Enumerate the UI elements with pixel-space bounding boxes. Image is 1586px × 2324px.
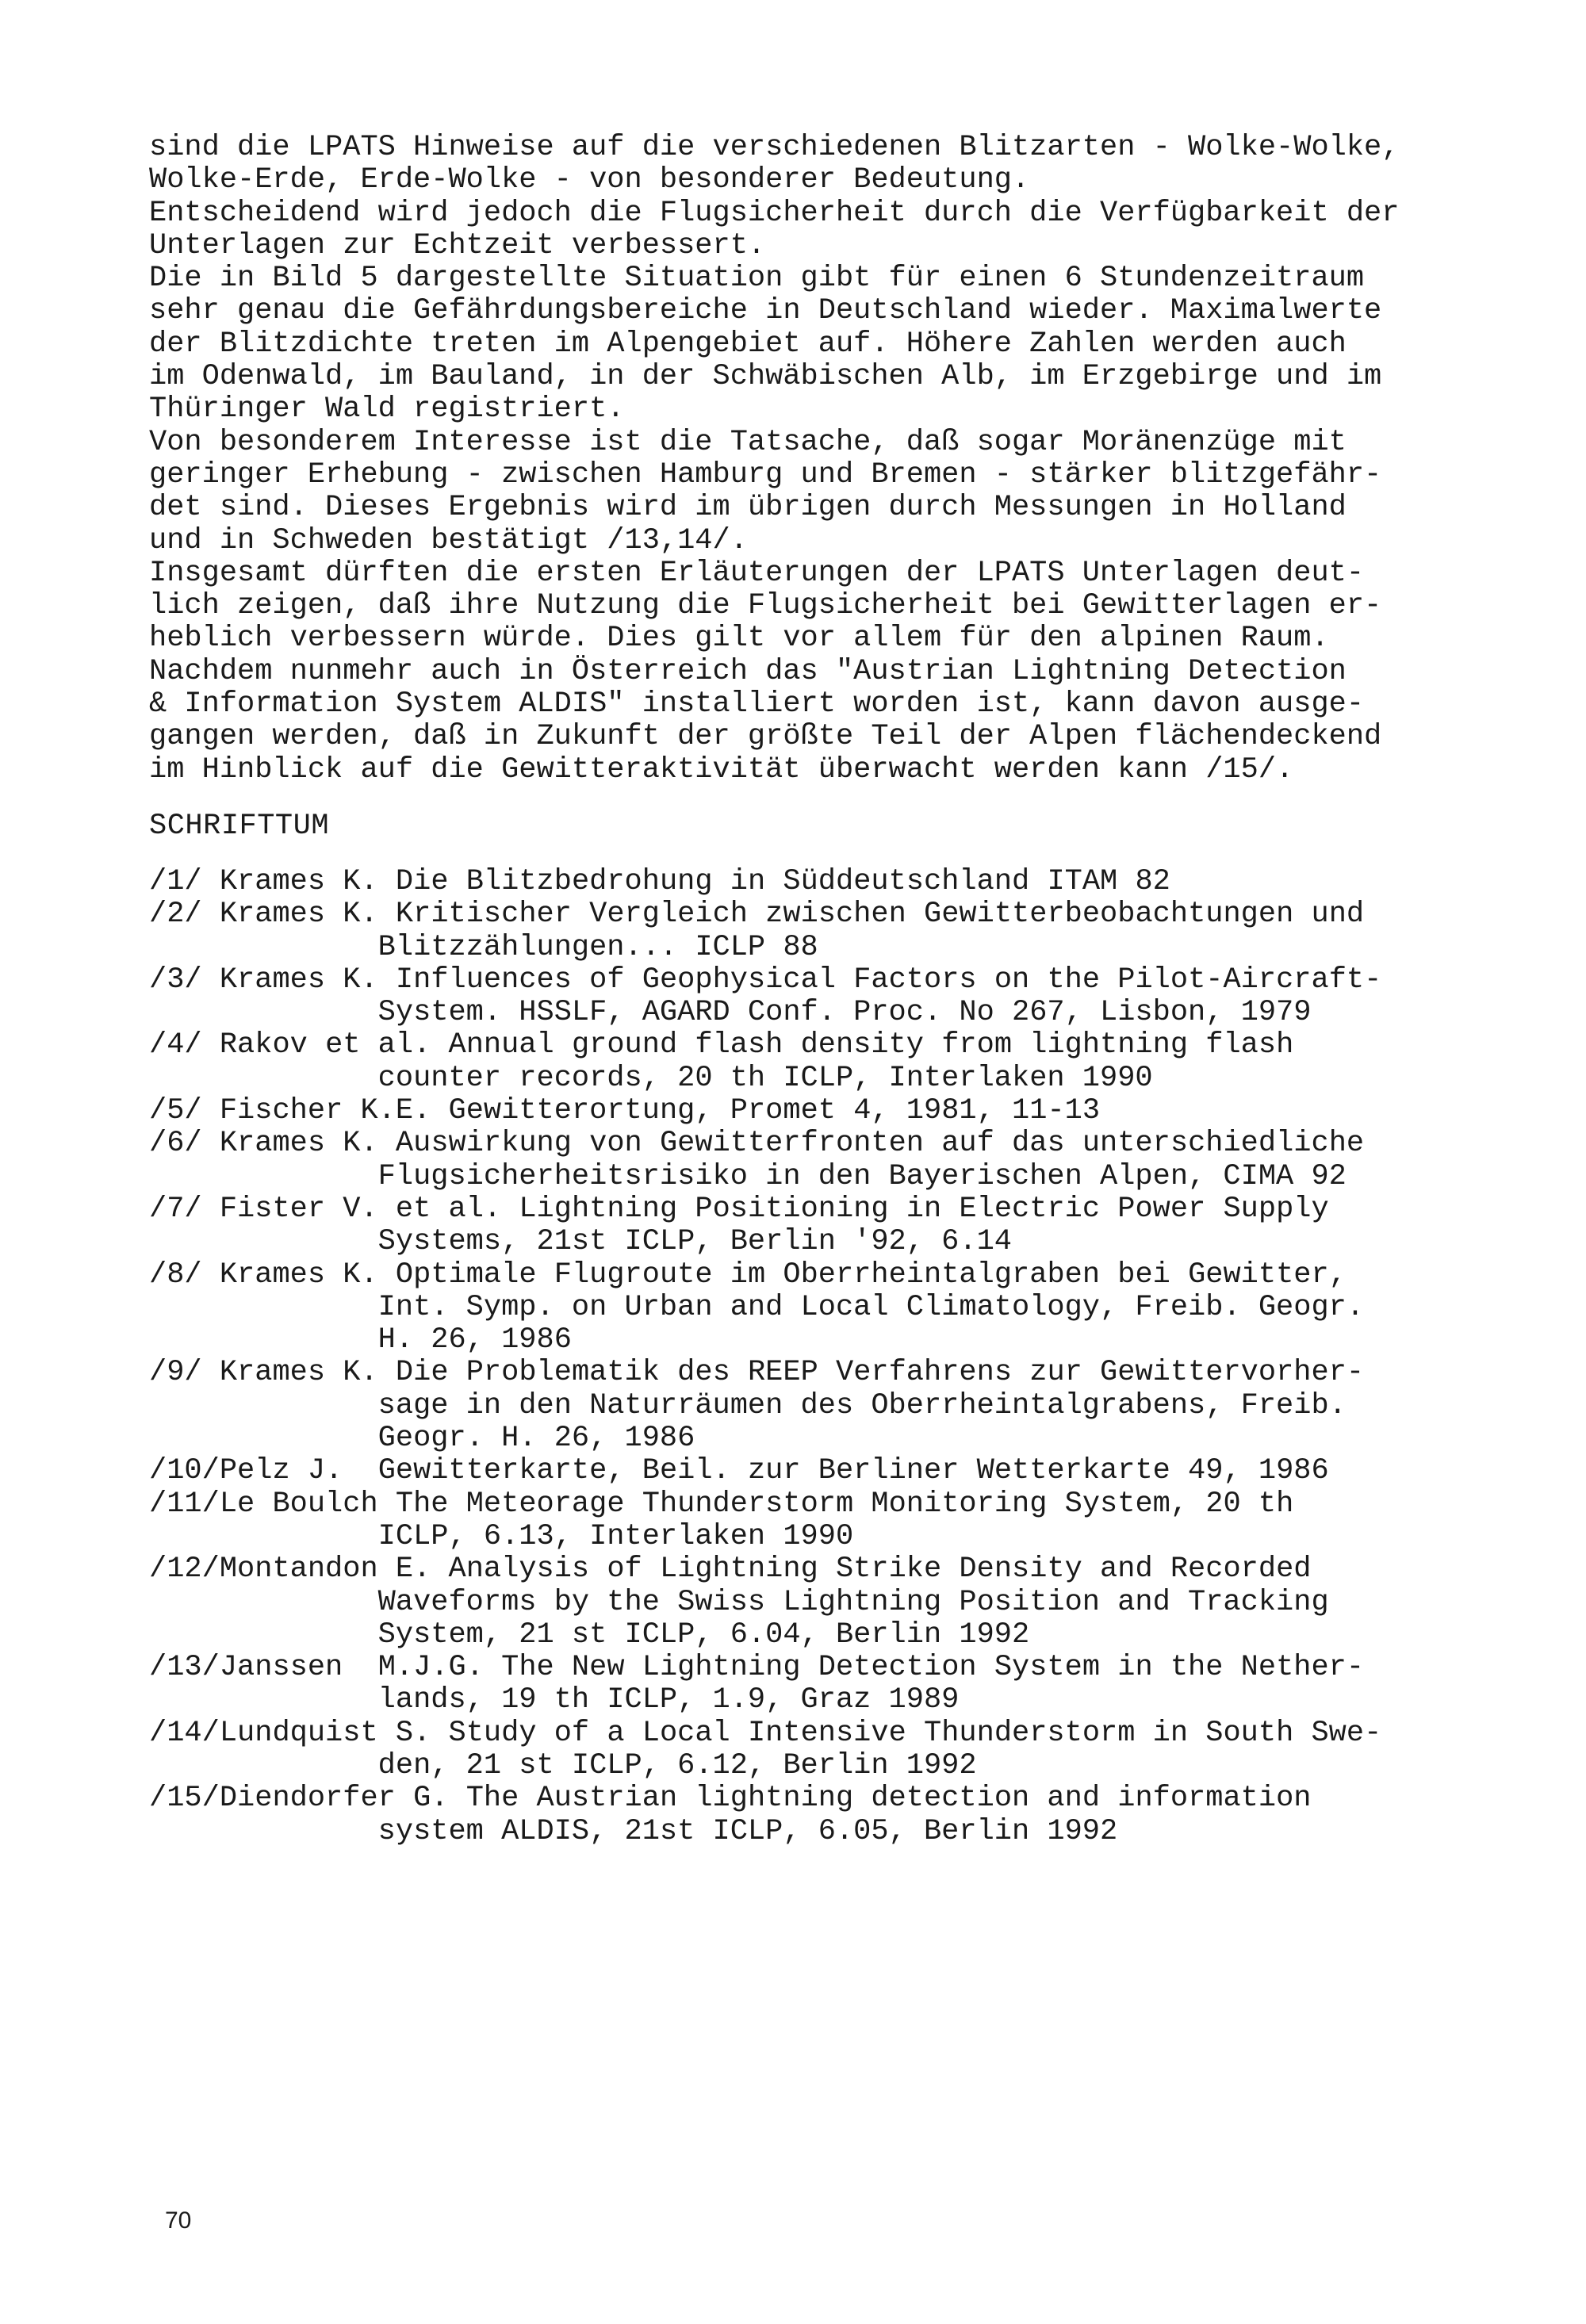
body-line: geringer Erhebung - zwischen Hamburg und Bremen - stärker blitzgefähr- bbox=[149, 458, 1382, 492]
reference-continuation-line bbox=[149, 1422, 1576, 1455]
reference-text: Annual ground flash density from lightning flash bbox=[448, 1028, 1294, 1062]
reference-author: Janssen bbox=[219, 1651, 343, 1685]
reference-author: Rakov et al. bbox=[219, 1028, 431, 1062]
reference-author: Diendorfer bbox=[219, 1782, 396, 1816]
body-line: der Blitzdichte treten im Alpengebiet auf. Höhere Zahlen werden auch bbox=[149, 327, 1347, 361]
reference-text: Die Problematik des REEP Verfahrens zur Gewittervorher- bbox=[395, 1356, 1365, 1390]
reference-text: sage in den Naturräumen des Oberrheintalgrabens, Freib. bbox=[377, 1388, 1347, 1422]
reference-continuation-line bbox=[149, 1161, 1576, 1193]
reference-item bbox=[149, 1029, 1576, 1095]
page-number: 70 bbox=[165, 2207, 192, 2234]
reference-text: counter records, 20 th ICLP, Interlaken 1990 bbox=[377, 1061, 1153, 1095]
reference-author: Lundquist bbox=[219, 1716, 378, 1750]
body-line: sind die LPATS Hinweise auf die verschiedenen Blitzarten - Wolke-Wolke, bbox=[149, 131, 1400, 164]
reference-number: /15/ bbox=[149, 1782, 220, 1816]
reference-text: Auswirkung von Gewitterfronten auf das unterschiedliche bbox=[395, 1127, 1365, 1161]
body-line: im Hinblick auf die Gewitteraktivität überwacht werden kann /15/. bbox=[149, 752, 1294, 787]
reference-item bbox=[149, 898, 1576, 964]
reference-text: System. HSSLF, AGARD Conf. Proc. No 267, Lisbon, 1979 bbox=[377, 996, 1312, 1030]
reference-continuation-line bbox=[149, 1684, 1576, 1717]
reference-author: Fischer K.E. bbox=[219, 1094, 431, 1128]
reference-number: /7/ bbox=[149, 1192, 202, 1226]
body-line: Von besonderem Interesse ist die Tatsache, daß sogar Moränenzüge mit bbox=[149, 425, 1347, 459]
reference-first-line bbox=[149, 1782, 1576, 1815]
reference-number: /5/ bbox=[149, 1094, 202, 1128]
reference-item bbox=[149, 1128, 1576, 1193]
reference-number: /9/ bbox=[149, 1356, 202, 1390]
reference-text: lands, 19 th ICLP, 1.9, Graz 1989 bbox=[377, 1683, 960, 1717]
reference-first-line bbox=[149, 1488, 1576, 1521]
reference-text: Die Blitzbedrohung in Süddeutschland ITAM 82 bbox=[395, 865, 1170, 898]
reference-first-line bbox=[149, 1128, 1576, 1160]
references-list bbox=[149, 866, 1576, 1848]
reference-continuation-line bbox=[149, 1619, 1576, 1652]
reference-text: Blitzzählungen... ICLP 88 bbox=[377, 930, 818, 964]
reference-continuation-line bbox=[149, 1324, 1576, 1357]
reference-text: E. Analysis of Lightning Strike Density and Recorded bbox=[395, 1553, 1312, 1587]
reference-first-line bbox=[149, 1259, 1576, 1292]
body-line: Entscheidend wird jedoch die Flugsicherheit durch die Verfügbarkeit der bbox=[149, 196, 1400, 230]
reference-first-line bbox=[149, 1652, 1576, 1684]
body-line: gangen werden, daß in Zukunft der größte Teil der Alpen flächendeckend bbox=[149, 720, 1382, 754]
reference-continuation-line bbox=[149, 1816, 1576, 1848]
reference-text: S. Study of a Local Intensive Thunderstorm in South Swe- bbox=[395, 1716, 1382, 1750]
body-line: im Odenwald, im Bauland, in der Schwäbischen Alb, im Erzgebirge und im bbox=[149, 360, 1382, 394]
reference-text: The Meteorage Thunderstorm Monitoring System, 20 th bbox=[395, 1487, 1294, 1521]
reference-number: /8/ bbox=[149, 1258, 202, 1292]
reference-item bbox=[149, 1455, 1576, 1487]
body-line: det sind. Dieses Ergebnis wird im übrigen durch Messungen in Holland bbox=[149, 491, 1347, 525]
reference-item bbox=[149, 1193, 1576, 1259]
reference-number: /4/ bbox=[149, 1028, 202, 1062]
reference-continuation-line bbox=[149, 1750, 1576, 1782]
reference-continuation-line bbox=[149, 1521, 1576, 1553]
reference-text: Optimale Flugroute im Oberrheintalgraben bei Gewitter, bbox=[395, 1258, 1347, 1292]
reference-number: /13/ bbox=[149, 1651, 220, 1685]
reference-first-line bbox=[149, 1029, 1576, 1062]
reference-number: /2/ bbox=[149, 898, 202, 932]
references-heading: SCHRIFTTUM bbox=[149, 810, 330, 843]
body-line: lich zeigen, daß ihre Nutzung die Flugsicherheit bei Gewitterlagen er- bbox=[149, 589, 1382, 623]
reference-author: Krames K. bbox=[219, 898, 378, 932]
reference-first-line bbox=[149, 866, 1576, 898]
reference-item bbox=[149, 1553, 1576, 1652]
reference-first-line bbox=[149, 1193, 1576, 1226]
reference-text: H. 26, 1986 bbox=[377, 1323, 572, 1357]
reference-first-line bbox=[149, 964, 1576, 997]
reference-continuation-line bbox=[149, 1390, 1576, 1422]
reference-continuation-line bbox=[149, 1226, 1576, 1258]
reference-text: Gewitterortung, Promet 4, 1981, 11-13 bbox=[448, 1094, 1101, 1128]
body-line: sehr genau die Gefährdungsbereiche in Deutschland wieder. Maximalwerte bbox=[149, 294, 1382, 328]
reference-author: Fister V. bbox=[219, 1192, 378, 1226]
reference-continuation-line bbox=[149, 997, 1576, 1029]
reference-first-line bbox=[149, 1455, 1576, 1487]
reference-text: et al. Lightning Positioning in Electric Power Supply bbox=[395, 1192, 1329, 1226]
body-line: und in Schweden bestätigt /13,14/. bbox=[149, 523, 748, 557]
reference-author: Krames K. bbox=[219, 963, 378, 997]
reference-first-line bbox=[149, 1717, 1576, 1750]
reference-text: system ALDIS, 21st ICLP, 6.05, Berlin 1992 bbox=[377, 1814, 1118, 1848]
reference-text: Flugsicherheitsrisiko in den Bayerischen Alpen, CIMA 92 bbox=[377, 1159, 1347, 1193]
body-line: Unterlagen zur Echtzeit verbessert. bbox=[149, 228, 766, 262]
reference-author: Krames K. bbox=[219, 1127, 378, 1161]
reference-number: /10/ bbox=[149, 1454, 220, 1488]
reference-continuation-line bbox=[149, 1292, 1576, 1324]
reference-continuation-line bbox=[149, 932, 1576, 964]
reference-text: Influences of Geophysical Factors on the Pilot-Aircraft- bbox=[395, 963, 1382, 997]
reference-number: /14/ bbox=[149, 1716, 220, 1750]
body-line: heblich verbessern würde. Dies gilt vor allem für den alpinen Raum. bbox=[149, 622, 1329, 656]
reference-text: G. The Austrian lightning detection and information bbox=[413, 1782, 1312, 1816]
reference-text: Gewitterkarte, Beil. zur Berliner Wetterkarte 49, 1986 bbox=[377, 1454, 1329, 1488]
reference-item bbox=[149, 964, 1576, 1030]
reference-item bbox=[149, 1652, 1576, 1717]
reference-text: Int. Symp. on Urban and Local Climatology, Freib. Geogr. bbox=[377, 1290, 1365, 1324]
reference-number: /11/ bbox=[149, 1487, 220, 1521]
reference-item bbox=[149, 1095, 1576, 1128]
reference-continuation-line bbox=[149, 1587, 1576, 1619]
body-line: Insgesamt dürften die ersten Erläuterungen der LPATS Unterlagen deut- bbox=[149, 556, 1365, 590]
reference-number: /3/ bbox=[149, 963, 202, 997]
reference-first-line bbox=[149, 1095, 1576, 1128]
reference-item bbox=[149, 866, 1576, 898]
reference-item bbox=[149, 1357, 1576, 1455]
reference-first-line bbox=[149, 1553, 1576, 1586]
reference-author: Le Boulch bbox=[219, 1487, 378, 1521]
reference-text: Geogr. H. 26, 1986 bbox=[377, 1422, 695, 1456]
reference-item bbox=[149, 1717, 1576, 1783]
reference-text: System, 21 st ICLP, 6.04, Berlin 1992 bbox=[377, 1618, 1030, 1652]
reference-text: M.J.G. The New Lightning Detection System in the Nether- bbox=[377, 1651, 1365, 1685]
body-line: & Information System ALDIS" installiert worden ist, kann davon ausge- bbox=[149, 687, 1365, 722]
reference-item bbox=[149, 1782, 1576, 1848]
reference-text: Systems, 21st ICLP, Berlin '92, 6.14 bbox=[377, 1225, 1012, 1259]
reference-number: /1/ bbox=[149, 865, 202, 898]
body-line: Thüringer Wald registriert. bbox=[149, 392, 625, 427]
reference-number: /12/ bbox=[149, 1553, 220, 1587]
body-line: Die in Bild 5 dargestellte Situation gibt für einen 6 Stundenzeitraum bbox=[149, 262, 1365, 296]
reference-text: Kritischer Vergleich zwischen Gewitterbeobachtungen und bbox=[395, 898, 1365, 932]
body-line: Nachdem nunmehr auch in Österreich das "Austrian Lightning Detection bbox=[149, 654, 1347, 688]
reference-text: den, 21 st ICLP, 6.12, Berlin 1992 bbox=[377, 1749, 977, 1783]
reference-number: /6/ bbox=[149, 1127, 202, 1161]
reference-author: Krames K. bbox=[219, 865, 378, 898]
reference-author: Krames K. bbox=[219, 1258, 378, 1292]
reference-text: ICLP, 6.13, Interlaken 1990 bbox=[377, 1519, 854, 1553]
body-paragraphs bbox=[149, 132, 1576, 787]
reference-first-line bbox=[149, 898, 1576, 931]
reference-first-line bbox=[149, 1357, 1576, 1389]
reference-continuation-line bbox=[149, 1062, 1576, 1095]
reference-author: Krames K. bbox=[219, 1356, 378, 1390]
reference-author: Pelz J. bbox=[219, 1454, 343, 1488]
reference-text: Waveforms by the Swiss Lightning Position and Tracking bbox=[377, 1585, 1329, 1619]
reference-author: Montandon bbox=[219, 1553, 378, 1587]
body-line: Wolke-Erde, Erde-Wolke - von besonderer Bedeutung. bbox=[149, 163, 1030, 197]
reference-item bbox=[149, 1488, 1576, 1554]
reference-item bbox=[149, 1259, 1576, 1357]
